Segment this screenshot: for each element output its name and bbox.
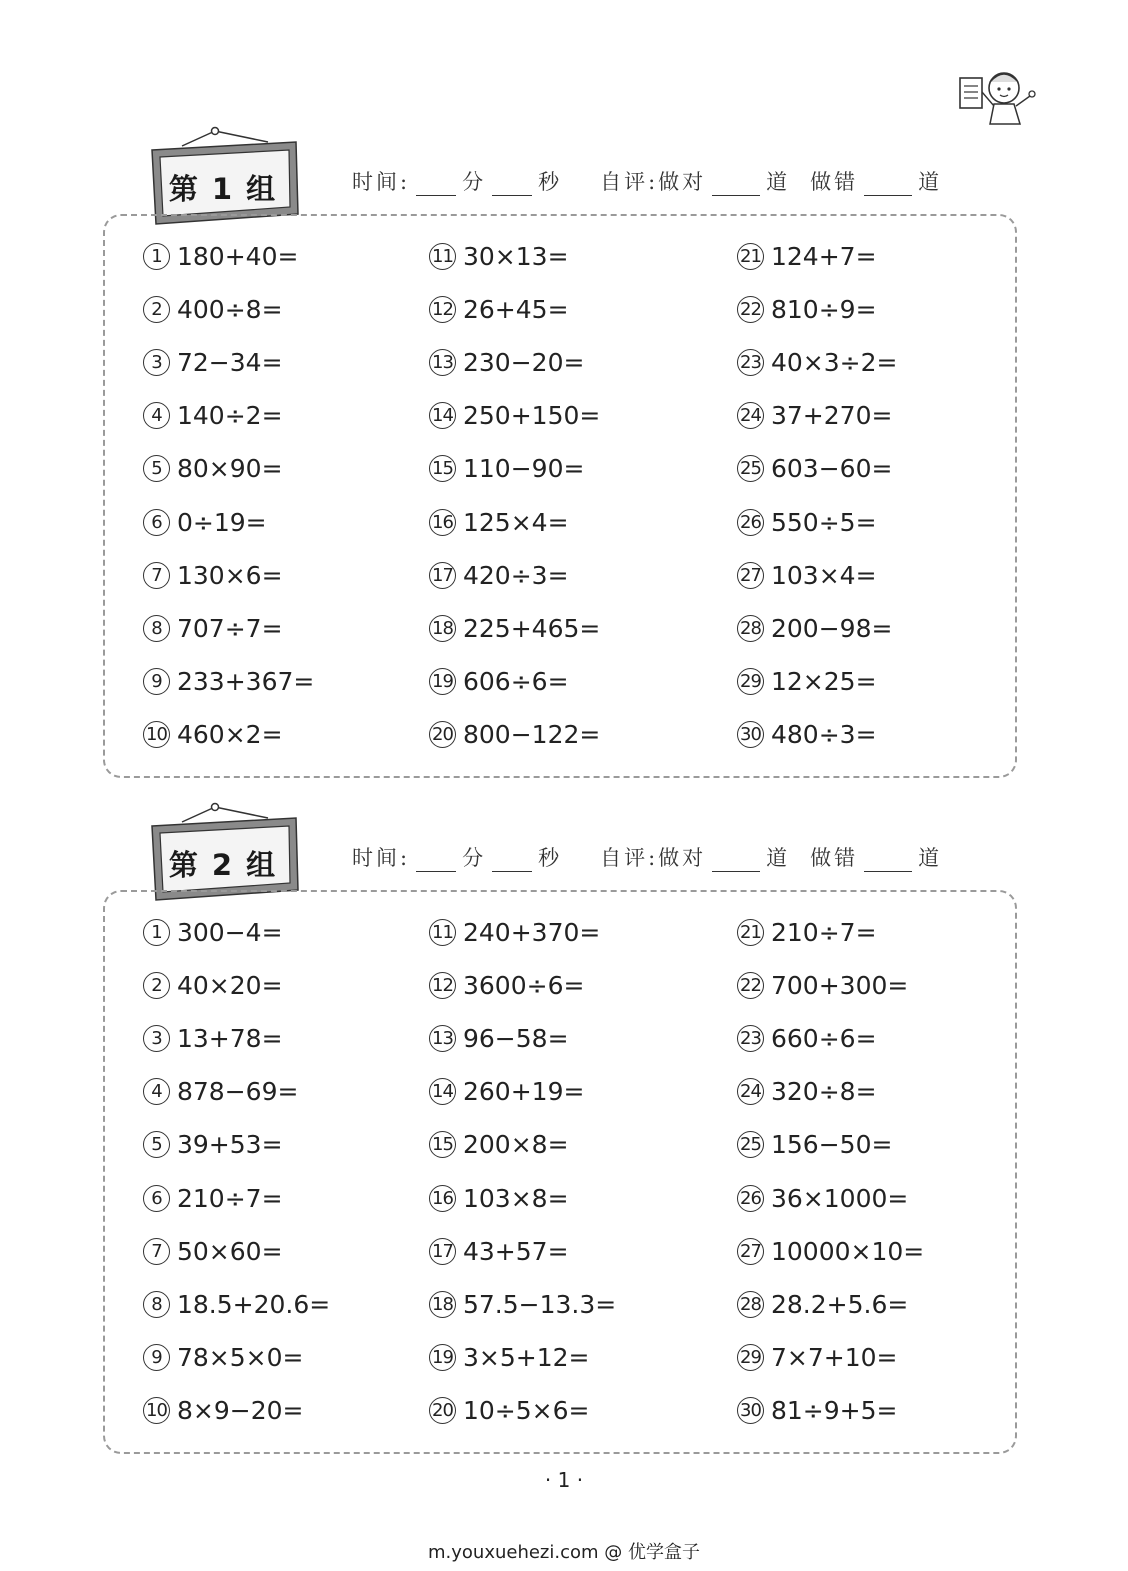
problem-item	[737, 449, 892, 489]
problem-number-circle: 17	[429, 1238, 456, 1265]
problem-number-circle: 6	[143, 509, 170, 536]
problem-expression: 230−20=	[463, 347, 585, 377]
problem-expression: 50×60=	[177, 1236, 283, 1266]
problem-number-circle: 5	[143, 455, 170, 482]
problem-expression: 125×4=	[463, 507, 569, 537]
problem-item	[429, 342, 584, 382]
problem-expression: 420÷3=	[463, 560, 569, 590]
problem-number-circle: 28	[737, 615, 764, 642]
problem-number-circle: 21	[737, 243, 764, 270]
problem-number-circle: 24	[737, 402, 764, 429]
problem-item	[737, 236, 877, 276]
problem-expression: 210÷7=	[177, 1183, 283, 1213]
correct-count-blank[interactable]	[712, 853, 760, 872]
problem-number-circle: 3	[143, 1025, 170, 1052]
problem-expression: 103×8=	[463, 1183, 569, 1213]
problem-number-circle: 18	[429, 615, 456, 642]
problem-number-circle: 26	[737, 1185, 764, 1212]
problem-number-circle: 25	[737, 1131, 764, 1158]
problem-item	[429, 662, 569, 702]
problem-expression: 26+45=	[463, 294, 569, 324]
timing-header	[352, 166, 942, 196]
problem-expression: 260+19=	[463, 1077, 585, 1107]
problem-item	[737, 715, 877, 755]
problem-expression: 124+7=	[771, 241, 877, 271]
problem-item	[737, 502, 877, 542]
problem-expression: 180+40=	[177, 241, 299, 271]
problem-expression: 200−98=	[771, 613, 893, 643]
problem-item	[737, 342, 897, 382]
problem-number-circle: 9	[143, 1344, 170, 1371]
self-eval-label: 自评:做对	[600, 170, 707, 194]
problem-expression: 300−4=	[177, 917, 283, 947]
problem-expression: 40×3÷2=	[771, 347, 898, 377]
problem-item	[143, 236, 298, 276]
problem-item	[737, 1284, 908, 1324]
problem-expression: 660÷6=	[771, 1023, 877, 1053]
problem-item	[737, 555, 877, 595]
correct-unit: 道	[766, 846, 791, 870]
problem-number-circle: 10	[143, 721, 170, 748]
problem-item	[737, 1072, 877, 1112]
problem-number-circle: 7	[143, 562, 170, 589]
problem-expression: 606÷6=	[463, 667, 569, 697]
problem-expression: 810÷9=	[771, 294, 877, 324]
problem-number-circle: 23	[737, 1025, 764, 1052]
problem-number-circle: 22	[737, 296, 764, 323]
problem-expression: 8×9−20=	[177, 1396, 304, 1426]
problem-item	[737, 396, 892, 436]
problem-number-circle: 7	[143, 1238, 170, 1265]
problem-item	[429, 608, 600, 648]
minutes-blank[interactable]	[416, 177, 456, 196]
problem-item	[737, 289, 877, 329]
timing-header	[352, 842, 942, 872]
problem-expression: 10÷5×6=	[463, 1396, 590, 1426]
problem-number-circle: 27	[737, 1238, 764, 1265]
problem-item	[143, 1391, 303, 1431]
problem-item	[737, 1178, 908, 1218]
problem-item	[737, 608, 892, 648]
problem-number-circle: 27	[737, 562, 764, 589]
problem-expression: 800−122=	[463, 720, 601, 750]
problem-number-circle: 4	[143, 1078, 170, 1105]
problem-number-circle: 19	[429, 1344, 456, 1371]
problem-expression: 233+367=	[177, 667, 315, 697]
wrong-label: 做错	[810, 846, 859, 870]
group-title: 第 1 组	[168, 171, 278, 206]
problem-item	[429, 715, 600, 755]
problem-number-circle: 30	[737, 721, 764, 748]
problem-number-circle: 15	[429, 1131, 456, 1158]
problem-number-circle: 9	[143, 668, 170, 695]
problem-expression: 37+270=	[771, 401, 893, 431]
problem-number-circle: 3	[143, 349, 170, 376]
problem-item	[429, 1125, 569, 1165]
group-title: 第 2 组	[168, 847, 278, 882]
problem-item	[429, 1178, 569, 1218]
problem-item	[143, 1338, 303, 1378]
problem-item	[429, 236, 569, 276]
problem-grid	[143, 236, 1003, 776]
problem-item	[143, 1018, 283, 1058]
problem-item	[737, 1338, 897, 1378]
problem-item	[143, 715, 283, 755]
wrong-label: 做错	[810, 170, 859, 194]
problem-item	[429, 1284, 616, 1324]
problem-expression: 43+57=	[463, 1236, 569, 1266]
problem-item	[737, 662, 877, 702]
problem-expression: 96−58=	[463, 1023, 569, 1053]
problem-item	[429, 912, 600, 952]
problem-expression: 12×25=	[771, 667, 877, 697]
problem-expression: 39+53=	[177, 1130, 283, 1160]
minutes-blank[interactable]	[416, 853, 456, 872]
problem-number-circle: 29	[737, 1344, 764, 1371]
problem-item	[429, 1338, 589, 1378]
problem-item	[429, 965, 584, 1005]
minute-unit: 分	[462, 846, 487, 870]
problem-item	[143, 396, 283, 436]
problem-expression: 36×1000=	[771, 1183, 909, 1213]
problem-number-circle: 8	[143, 615, 170, 642]
problem-item	[429, 502, 569, 542]
problem-number-circle: 2	[143, 972, 170, 999]
problem-expression: 225+465=	[463, 613, 601, 643]
problem-expression: 200×8=	[463, 1130, 569, 1160]
problem-number-circle: 8	[143, 1291, 170, 1318]
problem-number-circle: 1	[143, 243, 170, 270]
minute-unit: 分	[462, 170, 487, 194]
problem-expression: 130×6=	[177, 560, 283, 590]
problem-expression: 28.2+5.6=	[771, 1289, 909, 1319]
problem-number-circle: 12	[429, 972, 456, 999]
problem-item	[737, 1018, 877, 1058]
problem-expression: 57.5−13.3=	[463, 1289, 617, 1319]
problem-expression: 878−69=	[177, 1077, 299, 1107]
problem-expression: 81÷9+5=	[771, 1396, 898, 1426]
problem-item	[143, 555, 283, 595]
problem-number-circle: 16	[429, 1185, 456, 1212]
problem-item	[143, 965, 283, 1005]
problem-number-circle: 29	[737, 668, 764, 695]
second-unit: 秒	[538, 170, 563, 194]
problem-expression: 400÷8=	[177, 294, 283, 324]
problem-expression: 156−50=	[771, 1130, 893, 1160]
problem-item	[143, 1178, 283, 1218]
correct-count-blank[interactable]	[712, 177, 760, 196]
problem-expression: 18.5+20.6=	[177, 1289, 331, 1319]
page-number: · 1 ·	[544, 1468, 584, 1492]
problem-expression: 210÷7=	[771, 917, 877, 947]
problem-item	[737, 1231, 924, 1271]
problem-item	[737, 965, 908, 1005]
problem-number-circle: 21	[737, 919, 764, 946]
problem-expression: 320÷8=	[771, 1077, 877, 1107]
problem-item	[737, 912, 877, 952]
seconds-blank[interactable]	[492, 177, 532, 196]
problem-number-circle: 30	[737, 1397, 764, 1424]
problem-number-circle: 1	[143, 919, 170, 946]
correct-unit: 道	[766, 170, 791, 194]
problem-expression: 0÷19=	[177, 507, 267, 537]
problem-expression: 603−60=	[771, 454, 893, 484]
problem-expression: 40×20=	[177, 970, 283, 1000]
problem-expression: 700+300=	[771, 970, 909, 1000]
problem-expression: 480÷3=	[771, 720, 877, 750]
problem-number-circle: 24	[737, 1078, 764, 1105]
wrong-count-blank[interactable]	[864, 177, 912, 196]
problem-number-circle: 11	[429, 243, 456, 270]
problem-number-circle: 13	[429, 1025, 456, 1052]
problem-item	[143, 1072, 298, 1112]
problem-item	[143, 1231, 283, 1271]
problem-expression: 78×5×0=	[177, 1343, 304, 1373]
problem-expression: 707÷7=	[177, 613, 283, 643]
problem-item	[737, 1391, 897, 1431]
problem-item	[143, 662, 314, 702]
problem-item	[429, 1018, 569, 1058]
problem-expression: 460×2=	[177, 720, 283, 750]
problem-expression: 103×4=	[771, 560, 877, 590]
mascot-illustration	[950, 62, 1040, 132]
problem-number-circle: 10	[143, 1397, 170, 1424]
seconds-blank[interactable]	[492, 853, 532, 872]
problem-number-circle: 14	[429, 1078, 456, 1105]
problem-number-circle: 22	[737, 972, 764, 999]
problem-number-circle: 12	[429, 296, 456, 323]
time-label: 时间:	[352, 170, 411, 194]
problem-number-circle: 11	[429, 919, 456, 946]
problem-number-circle: 2	[143, 296, 170, 323]
problem-item	[429, 396, 600, 436]
problem-number-circle: 26	[737, 509, 764, 536]
problem-number-circle: 15	[429, 455, 456, 482]
problem-number-circle: 20	[429, 721, 456, 748]
problem-number-circle: 25	[737, 455, 764, 482]
problem-number-circle: 17	[429, 562, 456, 589]
problem-expression: 13+78=	[177, 1023, 283, 1053]
wrong-count-blank[interactable]	[864, 853, 912, 872]
time-label: 时间:	[352, 846, 411, 870]
problem-number-circle: 23	[737, 349, 764, 376]
problem-expression: 7×7+10=	[771, 1343, 898, 1373]
problem-expression: 80×90=	[177, 454, 283, 484]
problem-number-circle: 5	[143, 1131, 170, 1158]
problem-expression: 30×13=	[463, 241, 569, 271]
problem-item	[143, 912, 283, 952]
second-unit: 秒	[538, 846, 563, 870]
problem-expression: 10000×10=	[771, 1236, 925, 1266]
problem-item	[143, 289, 283, 329]
problem-number-circle: 20	[429, 1397, 456, 1424]
problem-item	[429, 1391, 589, 1431]
problem-expression: 110−90=	[463, 454, 585, 484]
problem-item	[429, 289, 569, 329]
footer-watermark: m.youxuehezi.com @ 优学盒子	[427, 1542, 700, 1563]
problem-number-circle: 28	[737, 1291, 764, 1318]
problem-item	[429, 449, 584, 489]
problem-item	[143, 502, 267, 542]
problem-number-circle: 18	[429, 1291, 456, 1318]
problem-expression: 140÷2=	[177, 401, 283, 431]
problem-item	[143, 342, 283, 382]
wrong-unit: 道	[918, 170, 943, 194]
problem-item	[429, 555, 569, 595]
problem-number-circle: 4	[143, 402, 170, 429]
self-eval-label: 自评:做对	[600, 846, 707, 870]
problem-expression: 72−34=	[177, 347, 283, 377]
problem-number-circle: 13	[429, 349, 456, 376]
problem-number-circle: 14	[429, 402, 456, 429]
problem-item	[429, 1072, 584, 1112]
problem-item	[737, 1125, 892, 1165]
problem-expression: 550÷5=	[771, 507, 877, 537]
problem-item	[429, 1231, 569, 1271]
problem-expression: 3×5+12=	[463, 1343, 590, 1373]
problem-item	[143, 1284, 330, 1324]
problem-item	[143, 1125, 283, 1165]
problem-expression: 240+370=	[463, 917, 601, 947]
problem-item	[143, 449, 283, 489]
problem-expression: 250+150=	[463, 401, 601, 431]
problem-number-circle: 19	[429, 668, 456, 695]
problem-grid	[143, 912, 1003, 1452]
problem-number-circle: 6	[143, 1185, 170, 1212]
wrong-unit: 道	[918, 846, 943, 870]
problem-item	[143, 608, 283, 648]
problem-expression: 3600÷6=	[463, 970, 585, 1000]
problem-number-circle: 16	[429, 509, 456, 536]
